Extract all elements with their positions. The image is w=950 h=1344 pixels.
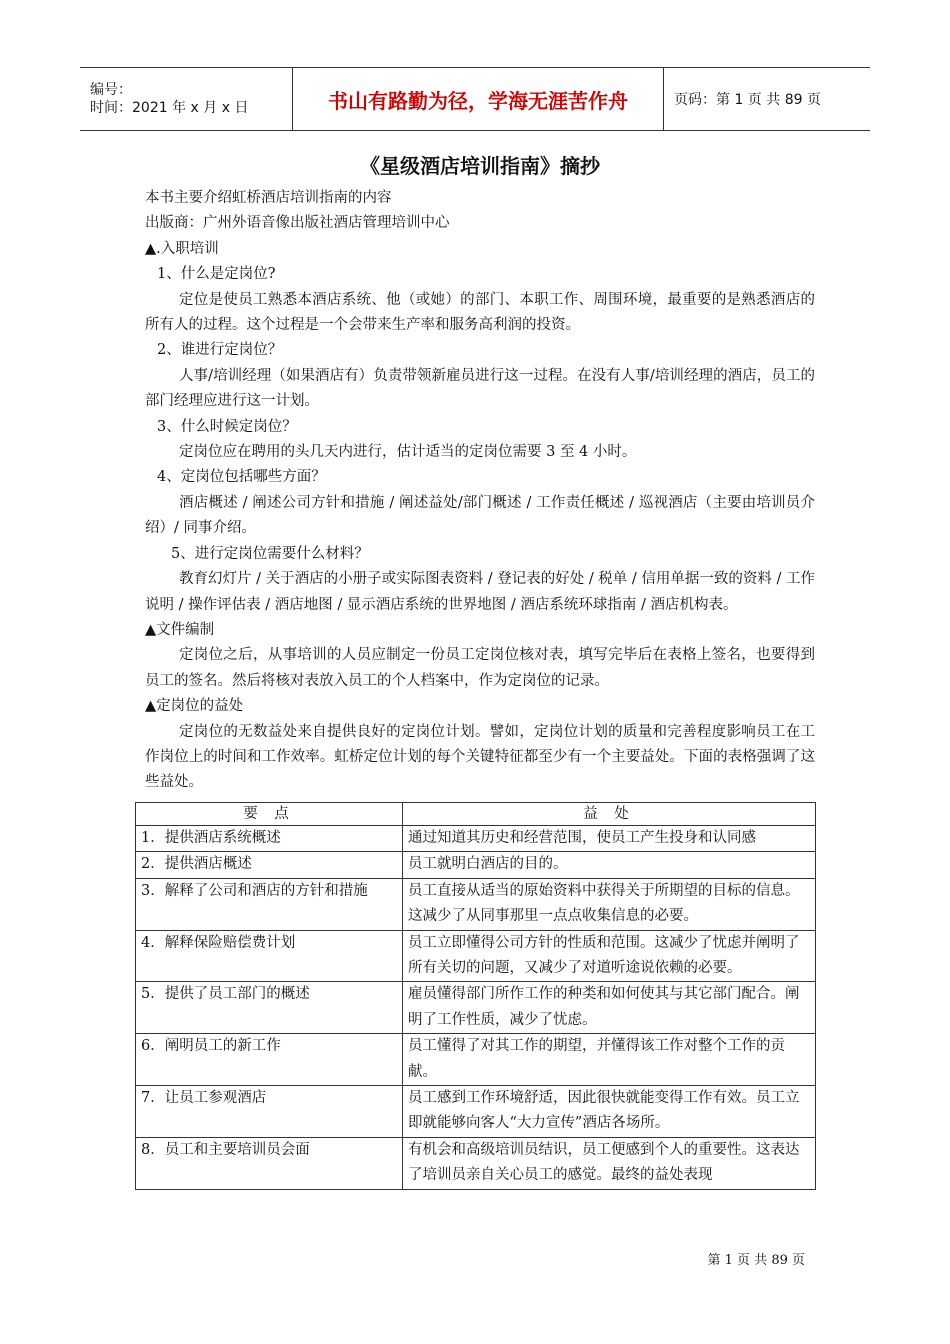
table-cell: 通过知道其历史和经营范围，使员工产生投身和认同感	[403, 826, 816, 852]
answer-5: 教育幻灯片 / 关于酒店的小册子或实际图表资料 / 登记表的好处 / 税单 / 信用单据一致的资料 / 工作说明 / 操作评估表 / 酒店地图 / 显示酒店系统的世界地图 / 酒店系统环球指南 / 酒店机构表。	[145, 571, 816, 613]
benefits-table	[135, 802, 816, 1190]
table-cell: 雇员懂得部门所作工作的种类和如何使其与其它部门配合。阐明了工作性质，减少了忧虑。	[403, 982, 816, 1034]
number-label: 编号：	[90, 82, 132, 98]
time-label: 时间：2021 年 x 月 x 日	[90, 100, 249, 116]
header-motto: 书山有路勤为径，学海无涯苦作舟	[293, 68, 664, 130]
header-page-number: 页码：第 1 页 共 89 页	[674, 92, 821, 108]
question-2: 2、谁进行定岗位？	[157, 342, 283, 359]
table-row	[136, 852, 816, 878]
question-1: 1、什么是定岗位?	[157, 266, 276, 283]
table-cell: 员工就明白酒店的目的。	[403, 852, 816, 878]
document-body	[145, 150, 815, 796]
table-cell: 3．解释了公司和酒店的方针和措施	[136, 878, 403, 930]
table-row	[136, 826, 816, 852]
benefits-body: 定岗位的无数益处来自提供良好的定岗位计划。譬如，定岗位计划的质量和完善程度影响员工在工作岗位上的时间和工作效率。虹桥定位计划的每个关键特征都至少有一个主要益处。下面的表格强调了这些益处。	[145, 723, 815, 791]
page-header	[80, 67, 870, 131]
table-header-cell: 益 处	[403, 803, 816, 826]
intro-line-1: 本书主要介绍虹桥酒店培训指南的内容	[145, 190, 392, 206]
question-5: 5、进行定岗位需要什么材料？	[171, 545, 369, 562]
table-cell: 员工立即懂得公司方针的性质和范围。这减少了忧虑并阐明了所有关切的问题，又减少了对道听途说依赖的必要。	[403, 930, 816, 982]
table-header-cell: 要 点	[136, 803, 403, 826]
table-cell: 2．提供酒店概述	[136, 852, 403, 878]
table-row	[136, 878, 816, 930]
answer-1: 定位是使员工熟悉本酒店系统、他（或她）的部门、本职工作、周围环境，最重要的是熟悉酒店的所有人的过程。这个过程是一个会带来生产率和服务高利润的投资。	[145, 291, 815, 334]
table-row	[136, 1086, 816, 1138]
header-meta	[80, 68, 293, 130]
table-cell: 4．解释保险赔偿费计划	[136, 930, 403, 982]
table-row	[136, 1137, 816, 1189]
section-heading-benefits: ▲定岗位的益处	[145, 698, 244, 715]
table-cell: 员工直接从适当的原始资料中获得关于所期望的目标的信息。这减少了从同事那里一点点收集信息的必要。	[403, 878, 816, 930]
section-heading-onboarding: ▲.入职培训	[145, 240, 219, 257]
table-cell: 员工懂得了对其工作的期望，并懂得该工作对整个工作的贡献。	[403, 1034, 816, 1086]
table-cell: 有机会和高级培训员结识，员工便感到个人的重要性。这表达了培训员亲自关心员工的感觉。最终的益处表现	[403, 1137, 816, 1189]
table-row	[136, 1034, 816, 1086]
answer-2: 人事/培训经理（如果酒店有）负责带领新雇员进行这一过程。在没有人事/培训经理的酒店，员工的部门经理应进行这一计划。	[145, 367, 815, 410]
table-cell: 6．阐明员工的新工作	[136, 1034, 403, 1086]
table-row	[136, 982, 816, 1034]
table-row	[136, 930, 816, 982]
document-title: 《星级酒店培训指南》摘抄	[360, 154, 600, 178]
table-cell: 7．让员工参观酒店	[136, 1086, 403, 1138]
answer-3: 定岗位应在聘用的头几天内进行，估计适当的定岗位需要 3 至 4 小时。	[179, 444, 637, 461]
page-footer: 第 1 页 共 89 页	[707, 1253, 805, 1268]
table-header-row	[136, 803, 816, 826]
intro-line-2: 出版商：广州外语音像出版社酒店管理培训中心	[145, 215, 450, 232]
documentation-body: 定岗位之后，从事培训的人员应制定一份员工定岗位核对表，填写完毕后在表格上签名，也要得到员工的签名。然后将核对表放入员工的个人档案中，作为定岗位的记录。	[145, 647, 815, 689]
table-cell: 1．提供酒店系统概述	[136, 826, 403, 852]
answer-4: 酒店概述 / 阐述公司方针和措施 / 阐述益处/部门概述 / 工作责任概述 / 巡视酒店（主要由培训员介绍）/ 同事介绍。	[145, 494, 815, 537]
table-cell: 5．提供了员工部门的概述	[136, 982, 403, 1034]
section-heading-documentation: ▲文件编制	[145, 621, 215, 638]
table-cell: 员工感到工作环境舒适，因此很快就能变得工作有效。员工立即就能够向客人“大力宣传”酒店各场所。	[403, 1086, 816, 1138]
table-cell: 8．员工和主要培训员会面	[136, 1137, 403, 1189]
question-3: 3、什么时候定岗位？	[157, 418, 297, 435]
question-4: 4、定岗位包括哪些方面？	[157, 469, 326, 486]
